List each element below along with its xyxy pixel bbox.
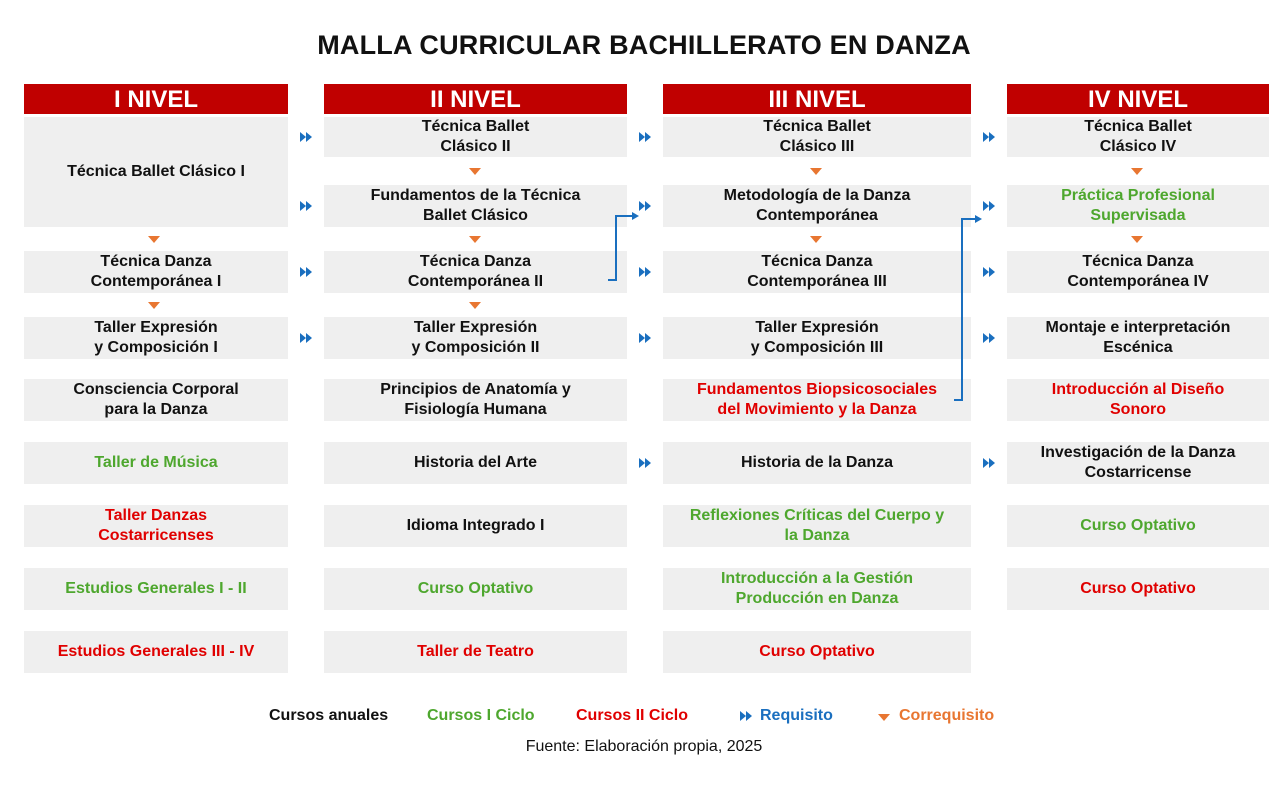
corequisite-icon	[469, 168, 481, 175]
connector-line	[954, 219, 978, 400]
course-box[interactable]: Consciencia Corporal para la Danza	[24, 379, 288, 421]
course-box[interactable]: Técnica Danza Contemporánea I	[24, 251, 288, 293]
course-box[interactable]: Técnica Danza Contemporánea IV	[1007, 251, 1269, 293]
course-box[interactable]: Taller Expresión y Composición II	[324, 317, 627, 359]
source-note: Fuente: Elaboración propia, 2025	[525, 738, 763, 755]
corequisite-icon	[469, 236, 481, 243]
legend-anual: Cursos anuales	[269, 707, 389, 724]
course-box[interactable]: Curso Optativo	[663, 631, 971, 673]
requisite-icon	[983, 333, 996, 343]
course-box[interactable]: Práctica Profesional Supervisada	[1007, 185, 1269, 227]
course-box[interactable]: Historia del Arte	[324, 442, 627, 484]
corequisite-icon	[810, 168, 822, 175]
page-title: MALLA CURRICULAR BACHILLERATO EN DANZA	[317, 30, 971, 60]
course-box[interactable]: Investigación de la Danza Costarricense	[1007, 442, 1269, 484]
course-box[interactable]: Fundamentos Biopsicosociales del Movimiento y la Danza	[663, 379, 971, 421]
course-box[interactable]: Estudios Generales III - IV	[24, 631, 288, 673]
requisite-icon	[300, 267, 313, 277]
course-box[interactable]: Curso Optativo	[1007, 568, 1269, 610]
legend-corequisite-icon	[878, 714, 890, 721]
course-box[interactable]: Metodología de la Danza Contemporánea	[663, 185, 971, 227]
course-box[interactable]: Taller Expresión y Composición I	[24, 317, 288, 359]
requisite-icon	[983, 132, 996, 142]
requisite-icon	[639, 267, 652, 277]
course-box[interactable]: Técnica Ballet Clásico IV	[1007, 117, 1269, 157]
corequisite-icon	[148, 302, 160, 309]
requisite-icon	[639, 458, 652, 468]
course-box[interactable]: Técnica Ballet Clásico I	[24, 117, 288, 227]
connector-arrowhead	[632, 212, 639, 220]
connector-arrowhead	[975, 215, 982, 223]
corequisite-icon	[810, 236, 822, 243]
corequisite-icon	[148, 236, 160, 243]
course-box[interactable]: Reflexiones Críticas del Cuerpo y la Danza	[663, 505, 971, 547]
requisite-icon	[983, 201, 996, 211]
course-box[interactable]: Taller Danzas Costarricenses	[24, 505, 288, 547]
course-box[interactable]: Técnica Danza Contemporánea II	[324, 251, 627, 293]
course-box[interactable]: Introducción al Diseño Sonoro	[1007, 379, 1269, 421]
course-box[interactable]: Curso Optativo	[1007, 505, 1269, 547]
level-2-header: II NIVEL	[324, 84, 627, 114]
course-box[interactable]: Taller de Música	[24, 442, 288, 484]
course-box[interactable]: Técnica Danza Contemporánea III	[663, 251, 971, 293]
requisite-icon	[983, 267, 996, 277]
requisite-icon	[639, 333, 652, 343]
course-box[interactable]: Fundamentos de la Técnica Ballet Clásico	[324, 185, 627, 227]
legend-correquisito: Correquisito	[899, 707, 995, 724]
course-box[interactable]: Idioma Integrado I	[324, 505, 627, 547]
corequisite-icon	[469, 302, 481, 309]
course-box[interactable]: Principios de Anatomía y Fisiología Humana	[324, 379, 627, 421]
level-4-header: IV NIVEL	[1007, 84, 1269, 114]
course-box[interactable]: Taller de Teatro	[324, 631, 627, 673]
requisite-icon	[983, 458, 996, 468]
legend-ciclo1: Cursos I Ciclo	[427, 707, 535, 724]
legend-requisito: Requisito	[760, 707, 833, 724]
course-box[interactable]: Montaje e interpretación Escénica	[1007, 317, 1269, 359]
course-box[interactable]: Técnica Ballet Clásico II	[324, 117, 627, 157]
legend-requisite-icon	[740, 711, 753, 721]
course-box[interactable]: Historia de la Danza	[663, 442, 971, 484]
requisite-icon	[300, 201, 313, 211]
level-3-header: III NIVEL	[663, 84, 971, 114]
requisite-icon	[300, 333, 313, 343]
requisite-icon	[639, 201, 652, 211]
course-box[interactable]: Técnica Ballet Clásico III	[663, 117, 971, 157]
level-1-header: I NIVEL	[24, 84, 288, 114]
course-box[interactable]: Introducción a la Gestión Producción en Danza	[663, 568, 971, 610]
course-box[interactable]: Taller Expresión y Composición III	[663, 317, 971, 359]
course-box[interactable]: Estudios Generales I - II	[24, 568, 288, 610]
requisite-icon	[300, 132, 313, 142]
legend-ciclo2: Cursos II Ciclo	[576, 707, 689, 724]
course-box[interactable]: Curso Optativo	[324, 568, 627, 610]
corequisite-icon	[1131, 168, 1143, 175]
corequisite-icon	[1131, 236, 1143, 243]
requisite-icon	[639, 132, 652, 142]
